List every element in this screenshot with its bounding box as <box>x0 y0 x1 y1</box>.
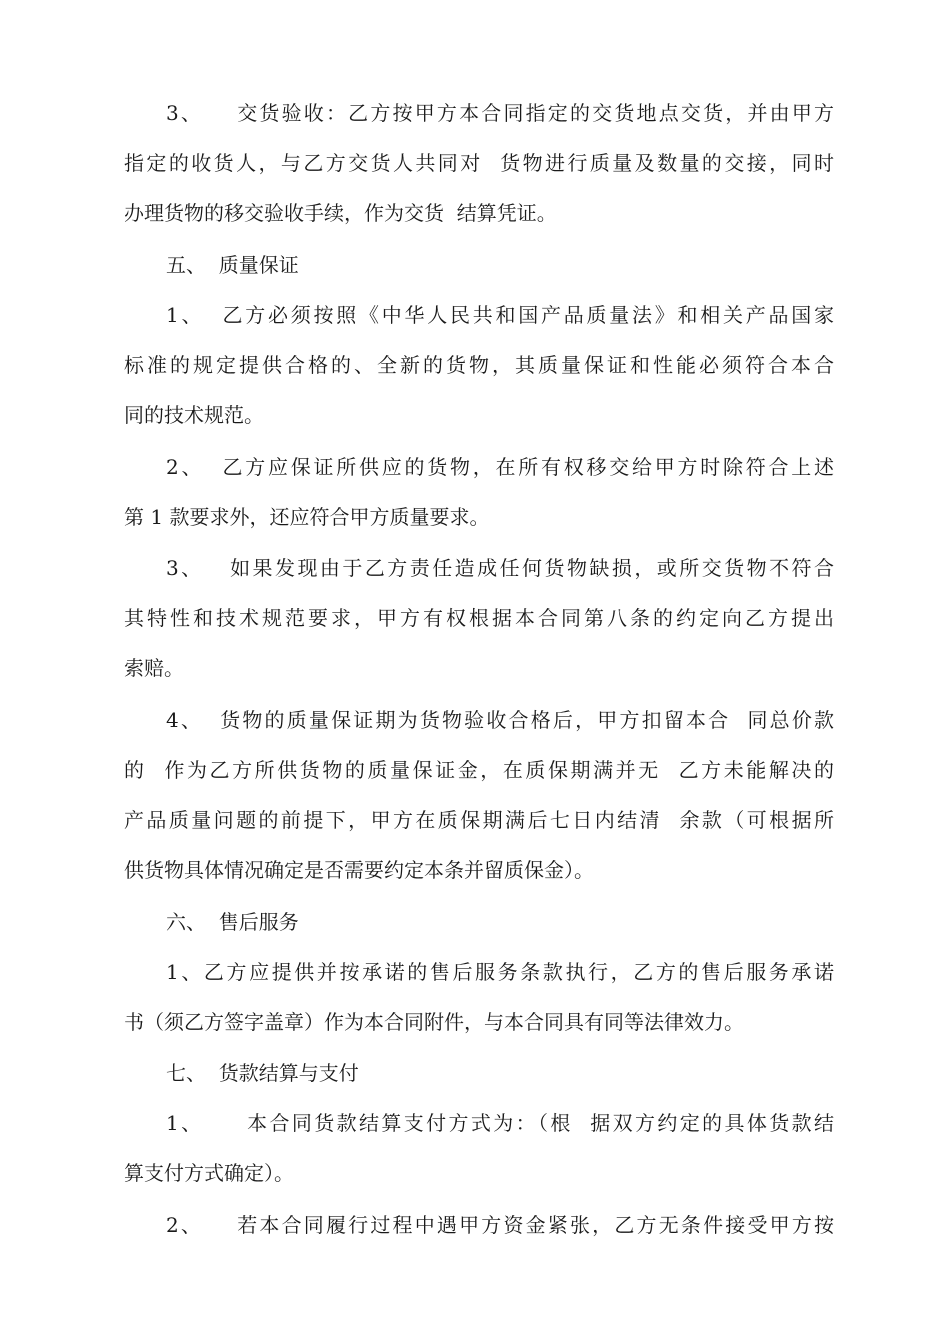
paragraph-line: 2、 若本合同履行过程中遇甲方资金紧张，乙方无条件接受甲方按 <box>166 1213 834 1237</box>
paragraph-line: 2、 乙方应保证所供应的货物，在所有权移交给甲方时除符合上述 <box>166 455 834 479</box>
paragraph-line: 办理货物的移交验收手续，作为交货 结算凭证。 <box>124 201 557 225</box>
paragraph-line: 供货物具体情况确定是否需要约定本条并留质保金）。 <box>124 858 594 882</box>
paragraph-line: 其特性和技术规范要求，甲方有权根据本合同第八条的约定向乙方提出 <box>124 606 834 630</box>
paragraph-line: 3、 如果发现由于乙方责任造成任何货物缺损，或所交货物不符合 <box>166 556 834 580</box>
paragraph-line: 指定的收货人，与乙方交货人共同对 货物进行质量及数量的交接，同时 <box>124 151 834 175</box>
paragraph-line: 3、 交货验收：乙方按甲方本合同指定的交货地点交货，并由甲方 <box>166 101 834 125</box>
paragraph-line: 索赔。 <box>124 656 184 680</box>
section-heading: 六、 售后服务 <box>166 910 299 934</box>
paragraph-line: 4、 货物的质量保证期为货物验收合格后，甲方扣留本合 同总价款 <box>166 708 834 732</box>
paragraph-line: 1、 本合同货款结算支付方式为：（根 据双方约定的具体货款结 <box>166 1111 834 1135</box>
paragraph-line: 书（须乙方签字盖章）作为本合同附件，与本合同具有同等法律效力。 <box>124 1010 744 1034</box>
paragraph-line: 1、乙方应提供并按承诺的售后服务条款执行，乙方的售后服务承诺 <box>166 960 834 984</box>
section-heading: 五、 质量保证 <box>166 253 299 277</box>
section-heading: 七、 货款结算与支付 <box>166 1061 359 1085</box>
paragraph-line: 同的技术规范。 <box>124 403 264 427</box>
paragraph-line: 标准的规定提供合格的、全新的货物，其质量保证和性能必须符合本合 <box>124 353 834 377</box>
paragraph-line: 的 作为乙方所供货物的质量保证金，在质保期满并无 乙方未能解决的 <box>124 758 834 782</box>
paragraph-line: 1、 乙方必须按照《中华人民共和国产品质量法》和相关产品国家 <box>166 303 834 327</box>
paragraph-line: 第 1 款要求外，还应符合甲方质量要求。 <box>124 505 490 529</box>
paragraph-line: 产品质量问题的前提下，甲方在质保期满后七日内结清 余款（可根据所 <box>124 808 834 832</box>
paragraph-line: 算支付方式确定）。 <box>124 1161 294 1185</box>
